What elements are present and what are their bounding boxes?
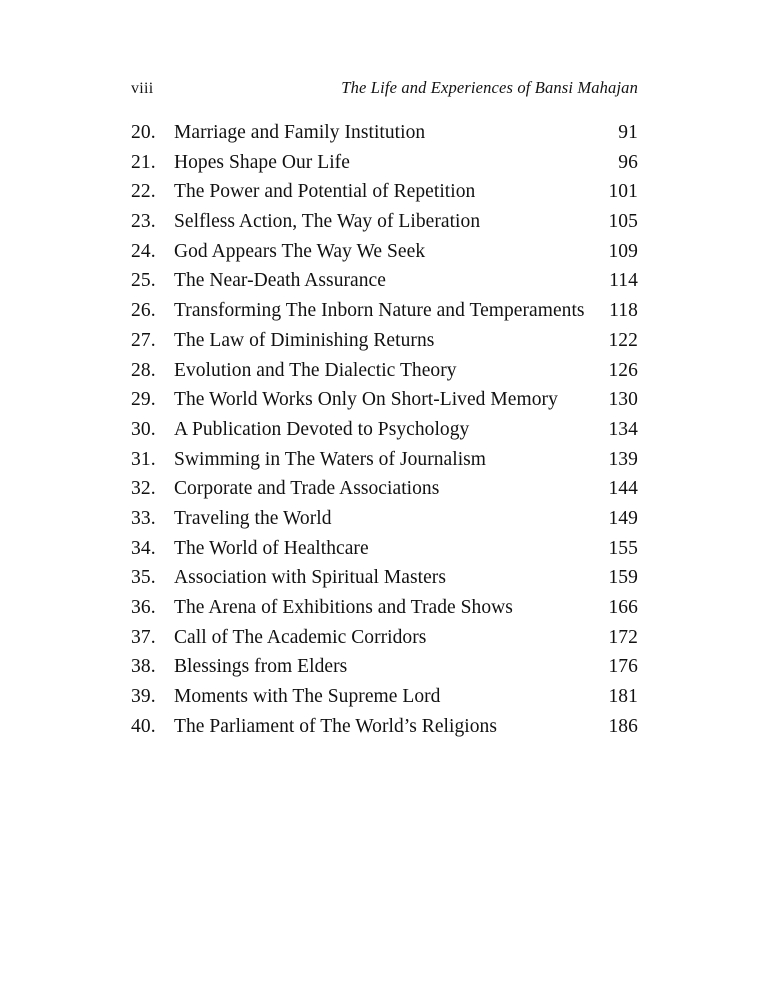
- toc-entry-page: 149: [608, 507, 638, 529]
- toc-entry-page: 172: [608, 626, 638, 648]
- toc-entry-title: The Near-Death Assurance: [174, 270, 386, 292]
- toc-entry-number: 33.: [131, 507, 156, 529]
- toc-entry-page: 130: [608, 389, 638, 411]
- toc-entry: [131, 686, 638, 716]
- toc-entry-page: 105: [608, 211, 638, 233]
- toc-entry-number: 29.: [131, 389, 156, 411]
- toc-entry: [131, 122, 638, 152]
- toc-entry: [131, 627, 638, 657]
- toc-entry: [131, 419, 638, 449]
- toc-entry-number: 35.: [131, 567, 156, 589]
- toc-entry-page: 126: [608, 359, 638, 381]
- toc-entry: [131, 597, 638, 627]
- toc-entry: [131, 211, 638, 241]
- toc-entry-title: Swimming in The Waters of Journalism: [174, 448, 487, 470]
- running-head-book-title: The Life and Experiences of Bansi Mahajan: [341, 78, 638, 97]
- toc-entry-number: 26.: [131, 300, 156, 322]
- toc-entry-number: 37.: [131, 626, 156, 648]
- toc-entry-title: Moments with The Supreme Lord: [174, 686, 441, 708]
- toc-entry-number: 24.: [131, 240, 156, 262]
- toc-entry-page: 155: [608, 537, 638, 559]
- toc-entry: [131, 181, 638, 211]
- toc-entry-number: 40.: [131, 715, 156, 737]
- toc-entry-page: 109: [608, 240, 638, 262]
- toc-entry-page: 181: [608, 686, 638, 708]
- toc-entry-number: 30.: [131, 418, 156, 440]
- toc-entry: [131, 270, 638, 300]
- toc-entry-title: Hopes Shape Our Life: [174, 151, 350, 173]
- toc-entry-number: 32.: [131, 478, 156, 500]
- toc-entry-title: Association with Spiritual Masters: [174, 567, 446, 589]
- toc-entry-title: A Publication Devoted to Psychology: [174, 418, 470, 440]
- toc-entry: [131, 716, 638, 746]
- toc-entry-page: 96: [618, 151, 638, 173]
- toc-entry-page: 101: [608, 181, 638, 203]
- toc-entry-number: 39.: [131, 686, 156, 708]
- toc-entry: [131, 449, 638, 479]
- toc-entry-title: The Power and Potential of Repetition: [174, 181, 476, 203]
- toc-entry-title: Transforming The Inborn Nature and Temperaments: [174, 300, 585, 322]
- toc-entry: [131, 330, 638, 360]
- toc-entry-page: 144: [608, 478, 638, 500]
- toc-entry: [131, 567, 638, 597]
- toc-entry-number: 27.: [131, 329, 156, 351]
- toc-entry-number: 28.: [131, 359, 156, 381]
- toc-entry-page: 118: [609, 300, 638, 322]
- toc-entry-title: The World of Healthcare: [174, 537, 369, 559]
- toc-entry-page: 91: [618, 122, 638, 143]
- toc-entry-number: 34.: [131, 537, 156, 559]
- toc-entry: [131, 300, 638, 330]
- toc-entry-number: 38.: [131, 656, 156, 678]
- toc-entry-page: 114: [609, 270, 638, 292]
- toc-entry-title: The World Works Only On Short-Lived Memory: [174, 389, 558, 411]
- toc-entry-number: 20.: [131, 122, 156, 143]
- toc-entry-page: 176: [608, 656, 638, 678]
- toc-entry: [131, 152, 638, 182]
- toc-entry-page: 139: [608, 448, 638, 470]
- toc-entry: [131, 241, 638, 271]
- toc-entry-page: 159: [608, 567, 638, 589]
- toc-entry-title: Traveling the World: [174, 507, 332, 529]
- running-head: [131, 78, 638, 102]
- toc-entry-title: God Appears The Way We Seek: [174, 240, 426, 262]
- toc-entry: [131, 538, 638, 568]
- toc-entry-title: Marriage and Family Institution: [174, 122, 426, 143]
- toc-entry: [131, 656, 638, 686]
- toc-entry-title: The Law of Diminishing Returns: [174, 329, 435, 351]
- toc-entry-page: 186: [608, 715, 638, 737]
- toc-entry-title: Evolution and The Dialectic Theory: [174, 359, 457, 381]
- page-folio: viii: [131, 80, 154, 97]
- toc-entry-page: 134: [608, 418, 638, 440]
- toc-entry-title: The Parliament of The World’s Religions: [174, 715, 497, 737]
- toc-entry-title: Blessings from Elders: [174, 656, 348, 678]
- toc-entry-title: Selfless Action, The Way of Liberation: [174, 211, 481, 233]
- toc-entry-number: 22.: [131, 181, 156, 203]
- toc-entry-number: 36.: [131, 597, 156, 618]
- toc-entry-number: 21.: [131, 151, 156, 173]
- toc-entry: [131, 478, 638, 508]
- toc-entry-title: Corporate and Trade Associations: [174, 478, 440, 500]
- toc-entry: [131, 508, 638, 538]
- toc-entry-number: 23.: [131, 211, 156, 233]
- table-of-contents: [131, 122, 638, 745]
- toc-entry-title: Call of The Academic Corridors: [174, 626, 427, 648]
- toc-entry-page: 122: [608, 329, 638, 351]
- toc-entry-page: 166: [608, 597, 638, 618]
- toc-entry-number: 31.: [131, 448, 156, 470]
- toc-entry: [131, 360, 638, 390]
- toc-entry-number: 25.: [131, 270, 156, 292]
- toc-entry-title: The Arena of Exhibitions and Trade Shows: [174, 597, 513, 618]
- toc-entry: [131, 389, 638, 419]
